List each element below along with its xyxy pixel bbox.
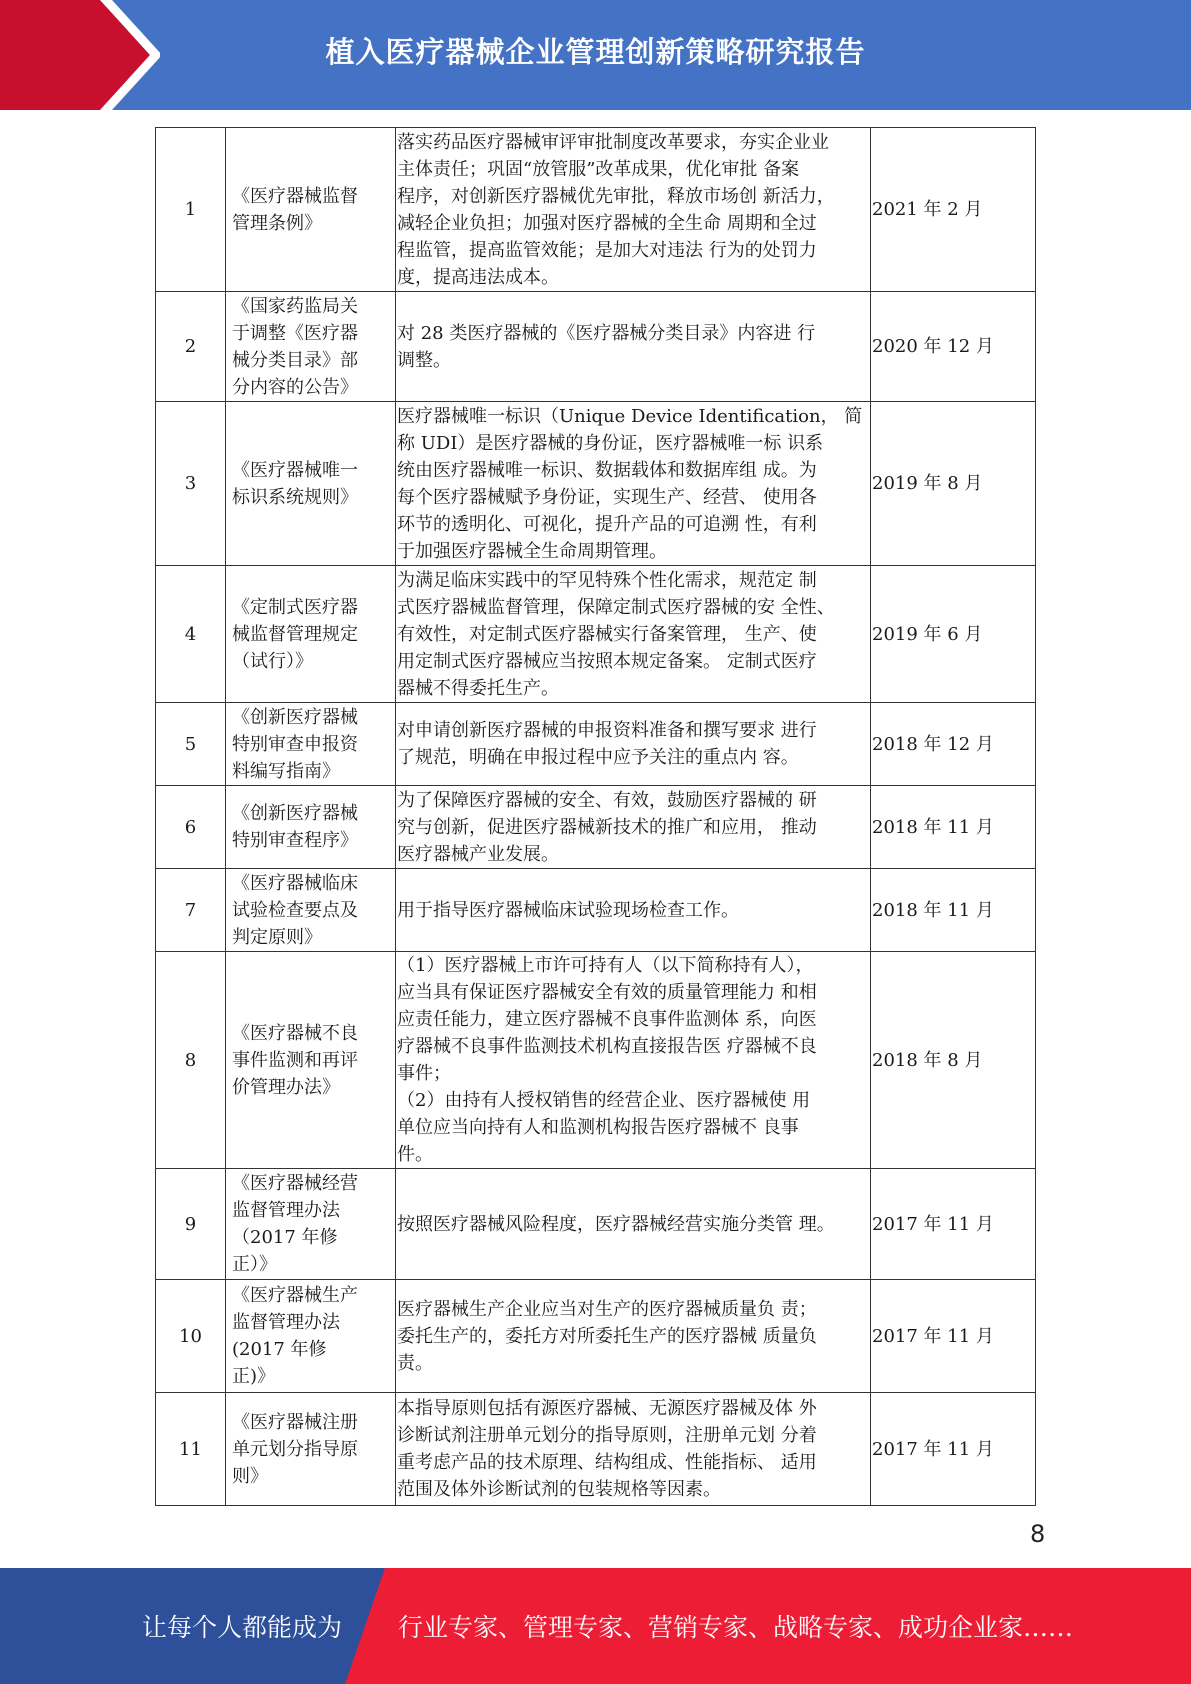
regulation-name [226, 703, 396, 786]
description-line: 了规范，明确在申报过程中应予关注的重点内 容。 [397, 747, 799, 768]
row-number: 5 [156, 703, 226, 786]
description-line: 程监管，提高监管效能；是加大对违法 行为的处罚力 [397, 239, 817, 261]
row-number: 1 [156, 128, 226, 292]
description-line: 式医疗器械监督管理，保障定制式医疗器械的安 全性、 [397, 596, 835, 618]
description-line: 究与创新，促进医疗器械新技术的推广和应用， 推动 [397, 816, 817, 838]
row-number: 9 [156, 1169, 226, 1280]
row-number: 7 [156, 869, 226, 952]
description-line: 事件； [397, 1063, 451, 1084]
regulation-description [396, 786, 871, 869]
regulation-name [226, 869, 396, 952]
regulation-name-line: 价管理办法》 [232, 1076, 340, 1098]
regulation-name-line: 正)》 [232, 1366, 276, 1387]
regulation-name-line: 试验检查要点及 [232, 899, 358, 921]
regulation-name [226, 128, 396, 292]
row-number: 8 [156, 952, 226, 1169]
regulation-description [396, 128, 871, 292]
description-line: 范围及体外诊断试剂的包装规格等因素。 [397, 1479, 721, 1500]
row-number: 4 [156, 566, 226, 703]
description-line: 主体责任；巩固“放管服”改革成果，优化审批 备案 [397, 158, 800, 180]
description-line: 医疗器械唯一标识（Unique Device Identification， 简 [397, 405, 863, 427]
description-line: 疗器械不良事件监测技术机构直接报告医 疗器械不良 [397, 1036, 817, 1057]
description-line: 按照医疗器械风险程度，医疗器械经营实施分类管 理。 [397, 1213, 835, 1235]
regulation-name-line: （2017 年修 [232, 1227, 338, 1248]
description-line: 医疗器械产业发展。 [397, 843, 559, 865]
issue-date: 2018 年 11 月 [871, 786, 1036, 869]
description-line: 对申请创新医疗器械的申报资料准备和撰写要求 进行 [397, 720, 817, 741]
description-line: 落实药品医疗器械审评审批制度改革要求，夯实企业业 [397, 131, 829, 153]
table-row [156, 786, 1036, 869]
description-line: 于加强医疗器械全生命周期管理。 [397, 540, 667, 562]
regulation-name-line: 《国家药监局关 [232, 295, 358, 317]
description-line: 责。 [397, 1352, 433, 1374]
regulation-table [155, 127, 1035, 1506]
regulation-description [396, 566, 871, 703]
regulation-name [226, 952, 396, 1169]
description-line: （2）由持有人授权销售的经营企业、医疗器械使 用 [397, 1090, 811, 1111]
regulation-name-line: 《医疗器械监督 [232, 185, 358, 207]
issue-date: 2021 年 2 月 [871, 128, 1036, 292]
regulation-name-line: (2017 年修 [232, 1339, 327, 1360]
description-line: 环节的透明化、可视化，提升产品的可追溯 性，有利 [397, 513, 817, 535]
description-line: 为了保障医疗器械的安全、有效，鼓励医疗器械的 研 [397, 789, 817, 811]
regulation-name-line: 《医疗器械临床 [232, 872, 358, 894]
description-line: 应责任能力，建立医疗器械不良事件监测体 系，向医 [397, 1009, 817, 1030]
row-number: 6 [156, 786, 226, 869]
regulation-name-line: 正）》 [232, 1254, 277, 1275]
description-line: 每个医疗器械赋予身份证，实现生产、经营、 使用各 [397, 486, 817, 508]
description-line: 应当具有保证医疗器械安全有效的质量管理能力 和相 [397, 982, 817, 1003]
regulation-name [226, 1169, 396, 1280]
regulation-name [226, 786, 396, 869]
regulation-description [396, 1280, 871, 1393]
regulation-description [396, 952, 871, 1169]
description-line: 件。 [397, 1144, 433, 1165]
description-line: 委托生产的，委托方对所委托生产的医疗器械 质量负 [397, 1325, 817, 1347]
row-number: 3 [156, 402, 226, 566]
regulation-name [226, 292, 396, 402]
regulation-name-line: （试行）》 [232, 650, 313, 672]
regulation-name-line: 监督管理办法 [232, 1312, 340, 1333]
regulation-name-line: 事件监测和再评 [232, 1049, 358, 1071]
regulation-name-line: 《医疗器械唯一 [232, 459, 358, 481]
page-header [0, 0, 1191, 110]
description-line: 称 UDI）是医疗器械的身份证，医疗器械唯一标 识系 [397, 432, 824, 454]
table-row [156, 566, 1036, 703]
regulation-name-line: 械监督管理规定 [232, 623, 358, 645]
regulation-description [396, 703, 871, 786]
row-number: 10 [156, 1280, 226, 1393]
regulation-name-line: 《医疗器械生产 [232, 1285, 358, 1306]
description-line: 度，提高违法成本。 [397, 266, 559, 288]
footer-slogan-right: 行业专家、管理专家、营销专家、战略专家、成功企业家…… [398, 1613, 1074, 1642]
issue-date: 2019 年 6 月 [871, 566, 1036, 703]
regulation-name-line: 判定原则》 [232, 926, 322, 948]
table-row [156, 402, 1036, 566]
row-number: 11 [156, 1393, 226, 1506]
regulation-name [226, 402, 396, 566]
table-row [156, 869, 1036, 952]
regulation-name [226, 1280, 396, 1393]
regulation-description [396, 292, 871, 402]
description-line: （1）医疗器械上市许可持有人（以下简称持有人）， [397, 955, 814, 976]
regulation-name-line: 《医疗器械经营 [232, 1173, 358, 1194]
description-line: 单位应当向持有人和监测机构报告医疗器械不 良事 [397, 1117, 799, 1138]
description-line: 本指导原则包括有源医疗器械、无源医疗器械及体 外 [397, 1398, 817, 1419]
issue-date: 2018 年 11 月 [871, 869, 1036, 952]
description-line: 减轻企业负担；加强对医疗器械的全生命 周期和全过 [397, 212, 817, 234]
regulation-description [396, 402, 871, 566]
row-number: 2 [156, 292, 226, 402]
regulation-description [396, 869, 871, 952]
regulation-name-line: 于调整《医疗器 [232, 322, 358, 344]
regulation-description [396, 1169, 871, 1280]
regulation-name-line: 分内容的公告》 [232, 376, 358, 398]
description-line: 程序，对创新医疗器械优先审批，释放市场创 新活力， [397, 185, 835, 207]
regulation-name-line: 标识系统规则》 [232, 486, 358, 508]
issue-date: 2017 年 11 月 [871, 1280, 1036, 1393]
regulation-name-line: 《创新医疗器械 [232, 706, 358, 728]
issue-date: 2018 年 12 月 [871, 703, 1036, 786]
regulation-name-line: 特别审查程序》 [232, 830, 358, 851]
description-line: 诊断试剂注册单元划分的指导原则，注册单元划 分着 [397, 1425, 817, 1446]
table-row [156, 128, 1036, 292]
issue-date: 2017 年 11 月 [871, 1393, 1036, 1506]
header-chevron-icon [0, 0, 160, 110]
regulation-name-line: 监督管理办法 [232, 1200, 340, 1221]
description-line: 器械不得委托生产。 [397, 677, 559, 699]
table-row [156, 292, 1036, 402]
regulation-name [226, 1393, 396, 1506]
footer-slogan-left: 让每个人都能成为 [142, 1613, 343, 1642]
table-row [156, 952, 1036, 1169]
table-row [156, 1169, 1036, 1280]
description-line: 用于指导医疗器械临床试验现场检查工作。 [397, 899, 739, 921]
regulation-name-line: 《定制式医疗器 [232, 596, 358, 618]
page-footer [0, 1568, 1191, 1684]
regulation-name-line: 《医疗器械不良 [232, 1022, 358, 1044]
regulation-name-line: 管理条例》 [232, 212, 322, 234]
description-line: 统由医疗器械唯一标识、数据载体和数据库组 成。为 [397, 459, 817, 481]
regulation-description [396, 1393, 871, 1506]
issue-date: 2019 年 8 月 [871, 402, 1036, 566]
document-title: 植入医疗器械企业管理创新策略研究报告 [325, 34, 866, 69]
regulation-name-line: 械分类目录》部 [232, 349, 358, 371]
regulation-name-line: 单元划分指导原 [232, 1438, 358, 1460]
issue-date: 2020 年 12 月 [871, 292, 1036, 402]
table-row [156, 703, 1036, 786]
regulation-name-line: 《医疗器械注册 [232, 1411, 358, 1433]
regulation-name-line: 料编写指南》 [232, 760, 340, 782]
regulation-name-line: 特别审查申报资 [232, 733, 358, 755]
description-line: 调整。 [397, 349, 451, 371]
description-line: 医疗器械生产企业应当对生产的医疗器械质量负 责； [397, 1298, 817, 1320]
page-number: 8 [1030, 1520, 1046, 1548]
issue-date: 2017 年 11 月 [871, 1169, 1036, 1280]
description-line: 对 28 类医疗器械的《医疗器械分类目录》内容进 行 [397, 322, 816, 344]
description-line: 重考虑产品的技术原理、结构组成、性能指标、 适用 [397, 1452, 817, 1473]
description-line: 有效性，对定制式医疗器械实行备案管理， 生产、使 [397, 623, 817, 645]
regulation-name-line: 则》 [232, 1465, 268, 1487]
regulation-name-line: 《创新医疗器械 [232, 803, 358, 824]
description-line: 为满足临床实践中的罕见特殊个性化需求，规范定 制 [397, 569, 817, 591]
issue-date: 2018 年 8 月 [871, 952, 1036, 1169]
regulation-name [226, 566, 396, 703]
table-row [156, 1393, 1036, 1506]
table-row [156, 1280, 1036, 1393]
description-line: 用定制式医疗器械应当按照本规定备案。 定制式医疗 [397, 650, 817, 672]
